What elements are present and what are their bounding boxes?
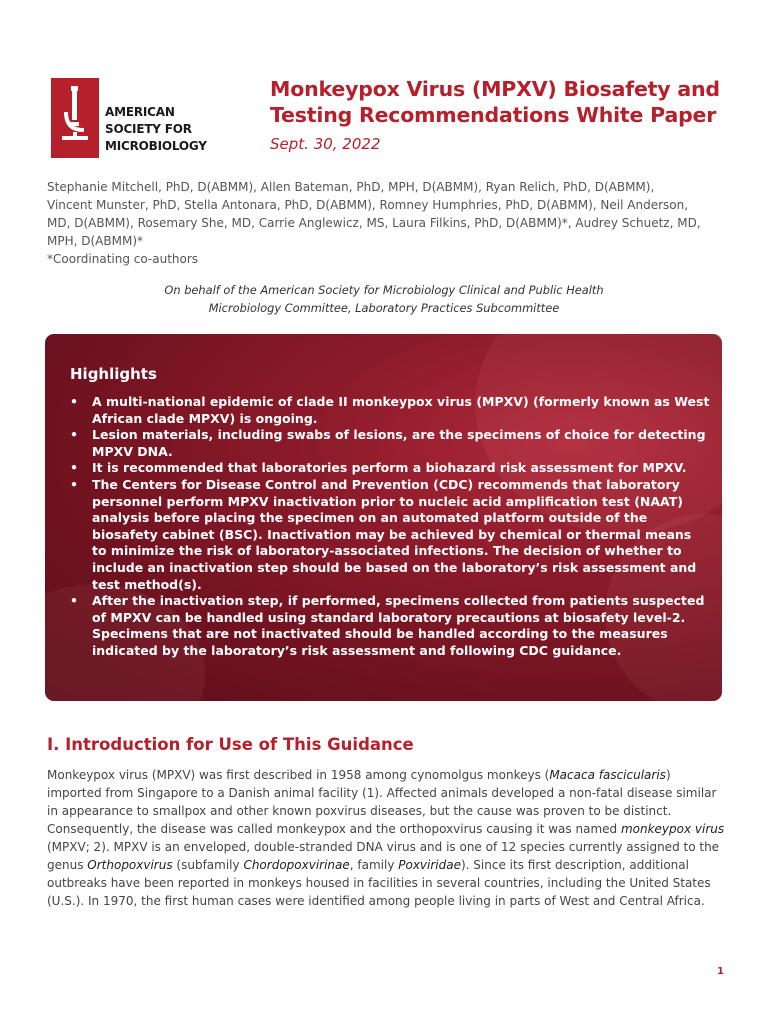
highlights-box xyxy=(45,334,722,701)
highlight-item: • Lesion materials, including swabs of lesions, are the specimens of choice for detecting MPXV DNA. xyxy=(70,427,710,460)
highlights-list xyxy=(70,394,710,660)
intro-paragraph xyxy=(47,766,725,910)
text-run: ). Since its first description, additional outbreaks have been reported in monkeys housed in facilities in several countries, including the United States (U.S.). In 1970, the first human cases were identified among people living in parts of West and Central Africa. xyxy=(47,858,711,908)
highlights-title: Highlights xyxy=(70,365,157,383)
committee-line: Microbiology Committee, Laboratory Practices Subcommittee xyxy=(208,301,560,315)
genus-name: Orthopoxvirus xyxy=(87,858,173,872)
author-line: Vincent Munster, PhD, Stella Antonara, PhD, D(ABMM), Romney Humphries, PhD, D(ABMM), Neil Anderson, xyxy=(47,198,689,212)
text-run: Monkeypox virus (MPXV) was first described in 1958 among cynomolgus monkeys ( xyxy=(47,768,550,782)
title-line: Testing Recommendations White Paper xyxy=(270,103,717,127)
highlight-item: • After the inactivation step, if performed, specimens collected from patients suspected of MPXV can be handled using standard laboratory precautions at biosafety level-2. Specimens that are not inactivated should be handled according to the measures indicated by the laboratory’s risk assessment and following CDC guidance. xyxy=(70,593,710,659)
species-name: Macaca fascicularis xyxy=(549,768,666,782)
document-title xyxy=(270,76,750,128)
virus-name: monkeypox virus xyxy=(620,822,725,836)
author-line: MPH, D(ABMM)* xyxy=(47,234,143,248)
text-run: (subfamily xyxy=(172,858,244,872)
coordinating-note: *Coordinating co-authors xyxy=(47,252,199,266)
title-line: Monkeypox Virus (MPXV) Biosafety and xyxy=(270,77,720,101)
logo-line: MICROBIOLOGY xyxy=(105,139,207,153)
subfamily-name: Chordopoxvirinae xyxy=(243,858,350,872)
text-run: (MPXV; 2). MPXV is an enveloped, double-stranded DNA virus and is one of 12 species currently assigned to the genus xyxy=(47,840,720,872)
asm-logo xyxy=(51,78,211,158)
logo-wordmark xyxy=(105,104,207,155)
committee-note xyxy=(47,281,721,317)
text-run: ) imported from Singapore to a Danish animal facility (1). Affected animals developed a non-fatal disease similar in appearance to smallpox and other known poxvirus diseases, but the cause was proven to be distinct. Consequently, the disease was called monkeypox and the orthopoxvirus causing it was named xyxy=(47,768,717,836)
text-run: , family xyxy=(349,858,399,872)
page-number: 1 xyxy=(717,966,724,977)
author-list xyxy=(47,178,727,268)
highlight-item: • The Centers for Disease Control and Prevention (CDC) recommends that laboratory personnel perform MPXV inactivation prior to nucleic acid amplification test (NAAT) analysis before placing the specimen on an automated platform outside of the biosafety cabinet (BSC). Inactivation may be achieved by chemical or thermal means to minimize the risk of laboratory-associated infections. The decision of whether to include an inactivation step should be based on the laboratory’s risk assessment and test method(s). xyxy=(70,477,710,593)
author-line: Stephanie Mitchell, PhD, D(ABMM), Allen Bateman, PhD, MPH, D(ABMM), Ryan Relich, PhD, D(ABMM), xyxy=(47,180,655,194)
logo-line: SOCIETY FOR xyxy=(105,122,192,136)
author-line: MD, D(ABMM), Rosemary She, MD, Carrie Anglewicz, MS, Laura Filkins, PhD, D(ABMM)*, Audrey Schuetz, MD, xyxy=(47,216,701,230)
section-heading: I. Introduction for Use of This Guidance xyxy=(47,735,414,754)
highlight-item: • A multi-national epidemic of clade II monkeypox virus (MPXV) (formerly known as West African clade MPXV) is ongoing. xyxy=(70,394,710,427)
publication-date: Sept. 30, 2022 xyxy=(270,135,381,153)
microscope-icon xyxy=(51,78,99,158)
committee-line: On behalf of the American Society for Microbiology Clinical and Public Health xyxy=(164,283,604,297)
family-name: Poxviridae xyxy=(398,858,461,872)
logo-line: AMERICAN xyxy=(105,105,175,119)
highlight-item: • It is recommended that laboratories perform a biohazard risk assessment for MPXV. xyxy=(70,460,710,477)
